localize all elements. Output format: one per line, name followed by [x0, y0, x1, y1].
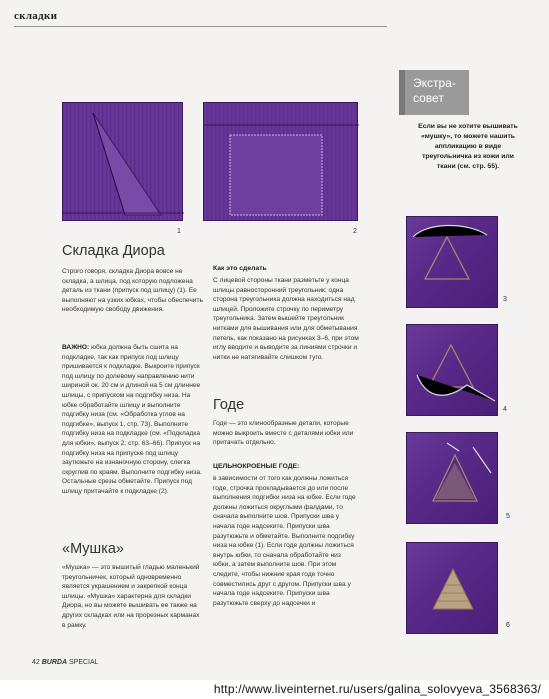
page-number: 42 — [32, 659, 40, 666]
photo-3 — [406, 216, 498, 308]
photo-6 — [406, 542, 498, 634]
header-divider — [14, 26, 387, 27]
photo-5-label: 5 — [506, 513, 510, 520]
dior-fold-illustration — [63, 103, 184, 222]
muha-text: «Мушка» — это вышитый гладью маленький треугольничек, который одновременно является украшением и закрепкой конца шлицы. «Мушка» характерна для складки Диора, но вы можете вышивать ее также на других складках или на прорезных карманах в рамку. — [62, 564, 200, 629]
extra-tip-note: Если вы не хотите вышивать «мушку», то можете нашить аппликацию в виде треугольничка из кожи или ткани (см. стр. 55). — [418, 123, 518, 170]
photo-4 — [406, 324, 498, 416]
extra-tip-badge — [399, 70, 469, 115]
extra-title-line1: Экстра- — [413, 76, 456, 90]
muha-heading: «Мушка» — [62, 541, 124, 557]
photo-2-label: 2 — [353, 228, 357, 235]
howto-heading: Как это сделать — [213, 265, 267, 272]
photo-3-label: 3 — [503, 296, 507, 303]
photo-1-label: 1 — [177, 228, 181, 235]
brand-suffix: SPECIAL — [68, 659, 99, 666]
dior-intro: Строго говоря, складка Диора вовсе не складка, а шлица, под которую подложена деталь из ткани (припуск под шлицу) (1). Ее выполняют на узких юбках, чтобы обеспечить необходимую свободу движения. — [62, 268, 203, 314]
page-footer — [32, 659, 99, 666]
gode-intro: Годе — это клинообразные детали, которые можно выкроить вместе с деталями юбки или притачать отдельно. — [213, 420, 354, 447]
extra-title-line2: совет — [413, 91, 444, 105]
section-title: складки — [14, 10, 58, 22]
howto-text: С лицевой стороны ткани разметьте у конца шлицы равносторонний треугольник: одна сторона треугольника должна находиться над шлицей. Проложите строчку по периметру треугольника. Затем вышейте треугольник нитками для вышивания или для обметывания петель, как показано на рисунках 3–6, при этом иглу вводите и выводите за линиями строчки и нитки не натягивайте слишком туго. — [213, 277, 359, 361]
embroidery-step-5-illustration — [407, 433, 499, 525]
embroidery-step-4-illustration — [407, 325, 499, 417]
photo-4-label: 4 — [503, 406, 507, 413]
important-label: ВАЖНО: — [62, 344, 90, 351]
extra-tip-tab — [399, 70, 405, 115]
important-text: юбка должна быть сшита на подкладке, так как припуск под шлицу пришивается к подкладке. Выкроите припуск под шлицу по долевому направлению нити шириной ок. 20 см и длиной на 5 см длиннее шлицы, с припуском на подгибку низа. На юбке обработайте шлицу и выполните подгибку низа (см. «Обработка углов на подгибке», выпуск 1, стр. 73). Выполните подгибку низа на подкладке (см. «Подкладка для юбки», выпуск 2, стр. 63–66). Припуск на подгибку низа на припуске под шлицу заутюжьте на изнаночную сторону, слегка скруглив по краям. Выполните подгибку низа. Остальные срезы обметайте. Припуск под шлицу притачайте к подкладке (2). — [62, 344, 202, 495]
gode-heading: Годе — [213, 397, 245, 413]
lining-fold-illustration — [204, 103, 359, 222]
watermark-url: http://www.liveinternet.ru/users/galina_solovyeva_3568363/ — [0, 680, 549, 699]
brand-name: BURDA — [41, 659, 68, 666]
gode-text: в зависимости от того как должны ложиться годе, строчка прокладывается до или после выполнения подгибки низа на юбке. Если годе должны ложиться округлыми фалдами, то сначала выполните шов. Припуски шва у начала годе надсеките. Припуски шва разутюжьте и обметайте. Выполните подгибку низа на юбке (1). Если годе должны ложиться внутрь юбки, то сначала обработайте низ юбки, а затем выполните шов. При этом следите, чтобы нижние края годе точно совместились друг с другом. Припуски шва у начала годе надсеките. Припуски шва разутюжьте сверху до надсечки и — [213, 475, 356, 607]
photo-2 — [203, 102, 358, 221]
photo-6-label: 6 — [506, 622, 510, 629]
embroidery-step-6-illustration — [407, 543, 499, 635]
dior-heading: Складка Диора — [62, 243, 165, 259]
photo-5 — [406, 432, 498, 524]
gode-subheading: ЦЕЛЬНОКРОЕНЫЕ ГОДЕ: — [213, 463, 300, 470]
dior-important — [62, 343, 204, 497]
embroidery-step-3-illustration — [407, 217, 499, 309]
photo-1 — [62, 102, 183, 221]
